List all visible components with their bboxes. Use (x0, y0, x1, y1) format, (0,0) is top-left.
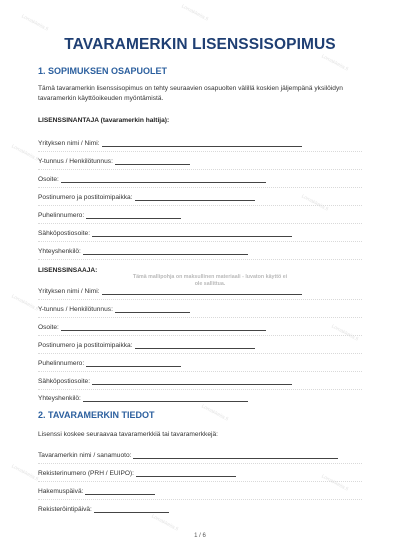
field-label: Puhelinnumero: (38, 360, 85, 367)
licensor-business-id-field[interactable] (38, 155, 190, 165)
fill-line[interactable] (61, 324, 266, 331)
divider (38, 187, 362, 188)
divider (38, 463, 362, 464)
licensee-phone-field[interactable] (38, 357, 181, 367)
fill-line[interactable] (136, 470, 236, 477)
divider (38, 259, 362, 260)
field-label: Osoite: (38, 176, 59, 183)
field-label: Yrityksen nimi / Nimi: (38, 288, 100, 295)
divider (38, 317, 362, 318)
field-label: Yhteyshenkilö: (38, 395, 81, 402)
fill-line[interactable] (86, 212, 181, 219)
divider (38, 223, 362, 224)
field-label: Puhelinnumero: (38, 212, 85, 219)
fill-line[interactable] (102, 140, 302, 147)
fill-line[interactable] (94, 506, 169, 513)
licensee-email-field[interactable] (38, 375, 292, 385)
divider (38, 353, 362, 354)
fill-line[interactable] (92, 230, 292, 237)
divider (38, 389, 362, 390)
licensor-company-name-field[interactable] (38, 137, 302, 147)
fill-line[interactable] (135, 194, 255, 201)
watermark: Lomakkeita.fi (150, 513, 180, 533)
field-label: Hakemuspäivä: (38, 488, 84, 495)
fill-line[interactable] (86, 360, 181, 367)
fill-line[interactable] (61, 176, 266, 183)
divider (38, 299, 362, 300)
divider (38, 169, 362, 170)
document-title: TAVARAMERKIN LISENSSISOPIMUS (64, 36, 336, 53)
fill-line[interactable] (135, 342, 255, 349)
watermark: Lomakkeita.fi (320, 473, 350, 493)
field-label: Sähköpostiosoite: (38, 230, 91, 237)
watermark: Lomakkeita.fi (320, 53, 350, 73)
watermark: Lomakkeita.fi (10, 463, 40, 483)
fill-line[interactable] (85, 488, 155, 495)
watermark: Lomakkeita.fi (10, 293, 40, 313)
trademark-name-field[interactable] (38, 449, 338, 459)
field-label: Yrityksen nimi / Nimi: (38, 140, 100, 147)
divider (38, 499, 362, 500)
fill-line[interactable] (102, 288, 302, 295)
section-heading-parties: 1. SOPIMUKSEN OSAPUOLET (38, 66, 168, 76)
fill-line[interactable] (83, 395, 248, 402)
fill-line[interactable] (115, 158, 190, 165)
field-label: Sähköpostiosoite: (38, 378, 91, 385)
licensee-address-field[interactable] (38, 321, 266, 331)
fill-line[interactable] (115, 306, 190, 313)
fill-line[interactable] (92, 378, 292, 385)
fill-line[interactable] (133, 452, 338, 459)
field-label: Rekisteröintipäivä: (38, 506, 92, 513)
licensee-company-name-field[interactable] (38, 285, 302, 295)
field-label: Postinumero ja postitoimipaikka: (38, 342, 133, 349)
licensee-contact-field[interactable] (38, 392, 248, 402)
section-heading-trademark: 2. TAVARAMERKIN TIEDOT (38, 410, 155, 420)
licensee-heading: LISENSSINSAAJA: (38, 267, 98, 274)
watermark: Lomakkeita.fi (200, 403, 230, 423)
licensor-postal-field[interactable] (38, 191, 255, 201)
field-label: Postinumero ja postitoimipaikka: (38, 194, 133, 201)
divider (38, 371, 362, 372)
licensor-contact-field[interactable] (38, 245, 248, 255)
field-label: Y-tunnus / Henkilötunnus: (38, 306, 113, 313)
licensor-heading: LISENSSINANTAJA (tavaramerkin haltija): (38, 117, 170, 124)
watermark: Lomakkeita.fi (10, 143, 40, 163)
section-intro-parties: Tämä tavaramerkin lisenssisopimus on tehty seuraavien osapuolten välillä koskien jäljempänä yksilöidyn tavaramerkin käyttöoikeuden myöntämistä. (38, 85, 343, 102)
divider (38, 241, 362, 242)
licensor-address-field[interactable] (38, 173, 266, 183)
field-label: Tavaramerkin nimi / sanamuoto: (38, 452, 132, 459)
page-number: 1 / 6 (194, 533, 206, 539)
trademark-registration-number-field[interactable] (38, 467, 236, 477)
watermark: Lomakkeita.fi (20, 13, 50, 33)
watermark: Lomakkeita.fi (330, 323, 360, 343)
divider (38, 335, 362, 336)
field-label: Yhteyshenkilö: (38, 248, 81, 255)
licensee-business-id-field[interactable] (38, 303, 190, 313)
trademark-application-date-field[interactable] (38, 485, 155, 495)
trademark-registration-date-field[interactable] (38, 503, 169, 513)
divider (38, 151, 362, 152)
field-label: Y-tunnus / Henkilötunnus: (38, 158, 113, 165)
field-label: Osoite: (38, 324, 59, 331)
field-label: Rekisterinumero (PRH / EUIPO): (38, 470, 134, 477)
licensor-phone-field[interactable] (38, 209, 181, 219)
usage-notice: Tämä mallipohja on maksullinen materiaali - luvaton käyttö ei ole sallittua. (132, 274, 288, 287)
section-intro-trademark: Lisenssi koskee seuraavaa tavaramerkkiä tai tavaramerkkejä: (38, 431, 218, 438)
licensee-postal-field[interactable] (38, 339, 255, 349)
watermark: Lomakkeita.fi (300, 193, 330, 213)
divider (38, 481, 362, 482)
fill-line[interactable] (83, 248, 248, 255)
licensor-email-field[interactable] (38, 227, 292, 237)
watermark: Lomakkeita.fi (180, 3, 210, 23)
